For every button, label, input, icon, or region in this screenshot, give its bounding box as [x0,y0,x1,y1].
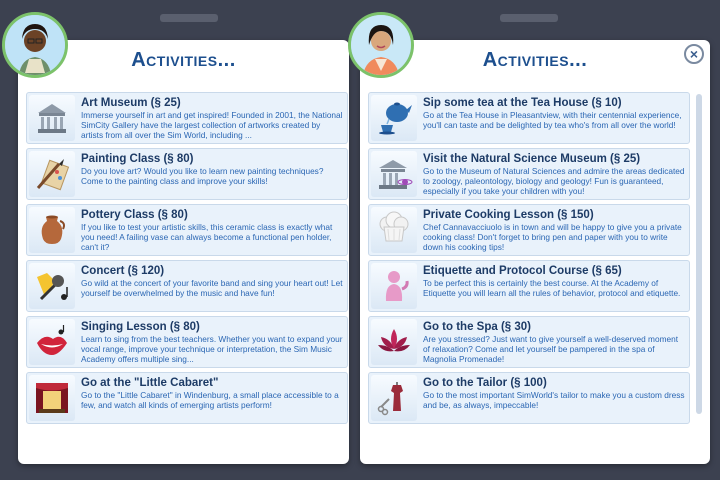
activity-item[interactable]: Visit the Natural Science Museum (§ 25) Go to the Museum of Natural Sciences and admire the areas dedicated to zoology, paleontology, biology and geology! Fun is guaranteed, especially if you take your children with you! [368,148,690,200]
lotus-icon [371,319,417,365]
activity-name: Pottery Class [81,209,155,221]
activity-item[interactable]: Singing Lesson (§ 80) Learn to sing from the best teachers. Whether you want to expand your vocal range, improve your technique or interpretation, the Sim Music Academy offers multiple sing... [26,316,348,368]
activity-item[interactable]: Pottery Class (§ 80) If you like to test your artistic skills, this ceramic class is exactly what you need! A failing vase can always become a functional pen holder, can't it? [26,204,348,256]
panel-title-left: Activities... [131,49,236,71]
panel-title-right: Activities... [482,49,588,71]
activity-list-left [26,92,348,428]
activity-list-right [368,92,690,428]
singing-mouth-icon [29,319,75,365]
activity-description: Immerse yourself in art and get inspired! Founded in 2001, the National SimCity Gallery have the largest collection of artworks created by artists from all over the Sim World, including ... [81,110,343,141]
activity-description: Do you love art? Would you like to learn new painting techniques? Come to the painting class and improve your skills! [81,166,324,187]
activity-price: § 150 [561,209,590,221]
stage-icon [29,375,75,421]
activity-name: Singing Lesson [81,321,167,333]
paintbrush-icon [29,151,75,197]
activity-description: Go to the Museum of Natural Sciences and admire the areas dedicated to zoology, paleontology, biology and geology! Fun is guaranteed, especially if you take your children with you! [423,166,685,197]
activity-price: § 65 [595,265,618,277]
activity-price: § 120 [131,265,161,277]
activity-item[interactable]: Go to the Spa (§ 30) Are you stressed? Just want to give yourself a well-deserved moment of relaxation? Come and let yourself be pampered in the spa of Magnolia Promenade! [368,316,690,368]
activity-name: Go at the "Little Cabaret" [81,377,219,389]
activity-item[interactable]: Art Museum (§ 25) Immerse yourself in art and get inspired! Founded in 2001, the National SimCity Gallery have the largest collection of artworks created by artists from all over the Sim World, including ... [26,92,348,144]
etiquette-icon [371,263,417,309]
activity-name: Sip some tea at the Tea House [423,97,589,109]
teapot-icon [371,95,417,141]
activity-name: Painting Class [81,153,161,165]
close-icon: × [689,46,699,62]
activity-price: § 80 [161,209,184,221]
activity-price: § 100 [514,377,543,389]
activity-name: Go to the Tailor [423,377,508,389]
activity-item[interactable]: Go to the Tailor (§ 100) Go to the most important SimWorld's tailor to make you a custom dress and be, as always, impeccable! [368,372,690,424]
activity-description: Chef Cannavacciuolo is in town and will be happy to give you a private cooking class! Don't forget to bring pen and paper with you to write down his cooking tips! [423,222,682,253]
vase-icon [29,207,75,253]
activity-description: Go to the "Little Cabaret" in Windenburg, a small place accessible to a few, and watch all kinds of emerging artists perform! [81,390,339,411]
activity-name: Art Museum [81,97,148,109]
activity-name: Go to the Spa [423,321,498,333]
activity-description: Are you stressed? Just want to give yourself a well-deserved moment of relaxation? Come and let yourself be pampered in the spa of Magnolia Promenade! [423,334,679,365]
activity-item[interactable]: Concert (§ 120) Go wild at the concert of your favorite band and sing your heart out! Let yourself be overwhelmed by the music and have fun! [26,260,348,312]
activity-description: Go to the most important SimWorld's tailor to make you a custom dress and be, as always, impeccable! [423,390,685,411]
activity-item[interactable] [26,372,348,424]
activity-item[interactable]: Private Cooking Lesson (§ 150) Chef Cannavacciuolo is in town and will be happy to give you a private cooking class! Don't forget to bring pen and paper with you to write down his cooking tips! [368,204,690,256]
activity-name: Concert [81,265,125,277]
activity-name: Visit the Natural Science Museum [423,153,607,165]
activity-price: § 80 [173,321,197,333]
close-button[interactable] [684,44,704,64]
activity-description: To be perfect this is certainly the best course. At the Academy of Etiquette you will learn all the rules of behavior, protocol and etiquette. [423,278,681,299]
top-bar-right [500,14,558,22]
chef-hat-icon [371,207,417,253]
activity-name: Etiquette and Protocol Course [423,265,589,277]
museum-icon [29,95,75,141]
science-museum-icon [371,151,417,197]
activity-price: § 25 [613,153,637,165]
activity-description: If you like to test your artistic skills, this ceramic class is exactly what you need! A failing vase can always become a functional pen holder, can't it? [81,222,333,253]
top-bar-left [160,14,218,22]
activity-price: § 25 [154,97,177,109]
activity-item[interactable]: Etiquette and Protocol Course (§ 65) To be perfect this is certainly the best course. At the Academy of Etiquette you will learn all the rules of behavior, protocol and etiquette. [368,260,690,312]
tailor-icon [371,375,417,421]
scrollbar-right[interactable] [696,94,702,414]
activity-name: Private Cooking Lesson [423,209,555,221]
activity-item[interactable]: Painting Class (§ 80) Do you love art? Would you like to learn new painting techniques? Come to the painting class and improve your skills! [26,148,348,200]
activity-price: § 80 [167,153,190,165]
activity-item[interactable]: Sip some tea at the Tea House (§ 10) Go at the Tea House in Pleasantview, with their centennial experience, you'll can taste and be delighted by tea who's from all over the world! [368,92,690,144]
activity-price: § 30 [504,321,528,333]
activity-description: Learn to sing from the best teachers. Whether you want to expand your vocal range, improve your technique or interpretation, the Sim Music Academy offers multiple sing... [81,334,343,365]
microphone-icon [29,263,75,309]
activity-price: § 10 [595,97,618,109]
activity-description: Go at the Tea House in Pleasantview, with their centennial experience, you'll can taste and be delighted by tea who's from all over the world! [423,110,682,131]
activity-description: Go wild at the concert of your favorite band and sing your heart out! Let yourself be overwhelmed by the music and have fun! [81,278,343,299]
